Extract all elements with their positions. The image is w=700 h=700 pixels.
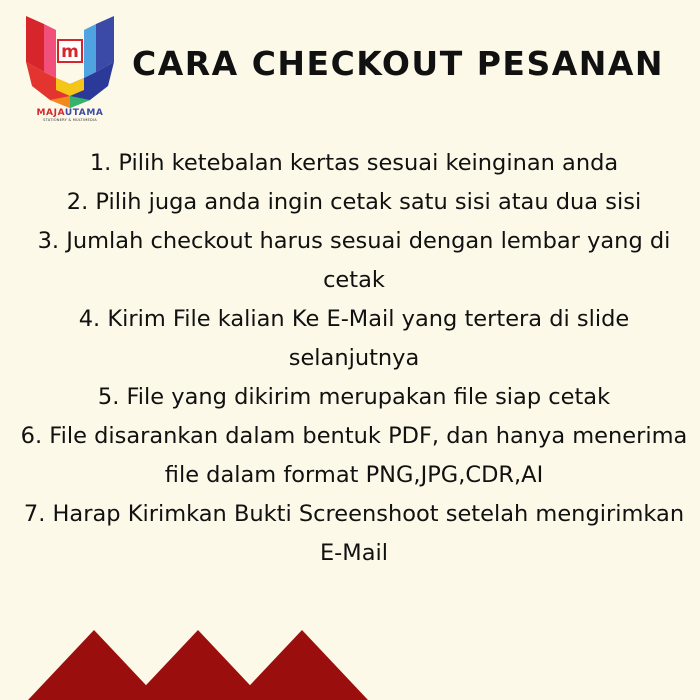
steps-list bbox=[18, 144, 690, 573]
brand-name-part2: UTAMA bbox=[64, 108, 104, 118]
step-item: 5. File yang dikirim merupakan file siap cetak bbox=[97, 384, 611, 410]
brand-tagline: STATIONERY & MULTIMEDIA bbox=[43, 118, 97, 122]
step-item: 2. Pilih juga anda ingin cetak satu sisi atau dua sisi bbox=[66, 189, 642, 215]
step-item: 3. Jumlah checkout harus sesuai dengan lembar yang di cetak bbox=[37, 228, 671, 293]
brand-wordmark bbox=[22, 108, 118, 123]
triangle-shape bbox=[236, 630, 368, 700]
brand-name bbox=[22, 108, 118, 118]
logo-mark-icon bbox=[22, 12, 118, 112]
step-item: 7. Harap Kirimkan Bukti Screenshoot setelah mengirimkan E-Mail bbox=[23, 501, 685, 566]
svg-text:m: m bbox=[61, 42, 79, 62]
page-title: CARA CHECKOUT PESANAN bbox=[132, 44, 665, 83]
triangle-shape bbox=[132, 630, 264, 700]
step-item: 6. File disarankan dalam bentuk PDF, dan hanya menerima file dalam format PNG,JPG,CDR,AI bbox=[20, 423, 688, 488]
step-item: 4. Kirim File kalian Ke E-Mail yang tertera di slide selanjutnya bbox=[78, 306, 630, 371]
step-item: 1. Pilih ketebalan kertas sesuai keinginan anda bbox=[89, 150, 619, 176]
brand-name-part1: MAJA bbox=[36, 108, 65, 118]
decorative-triangles bbox=[0, 600, 700, 700]
triangle-shape bbox=[28, 630, 160, 700]
